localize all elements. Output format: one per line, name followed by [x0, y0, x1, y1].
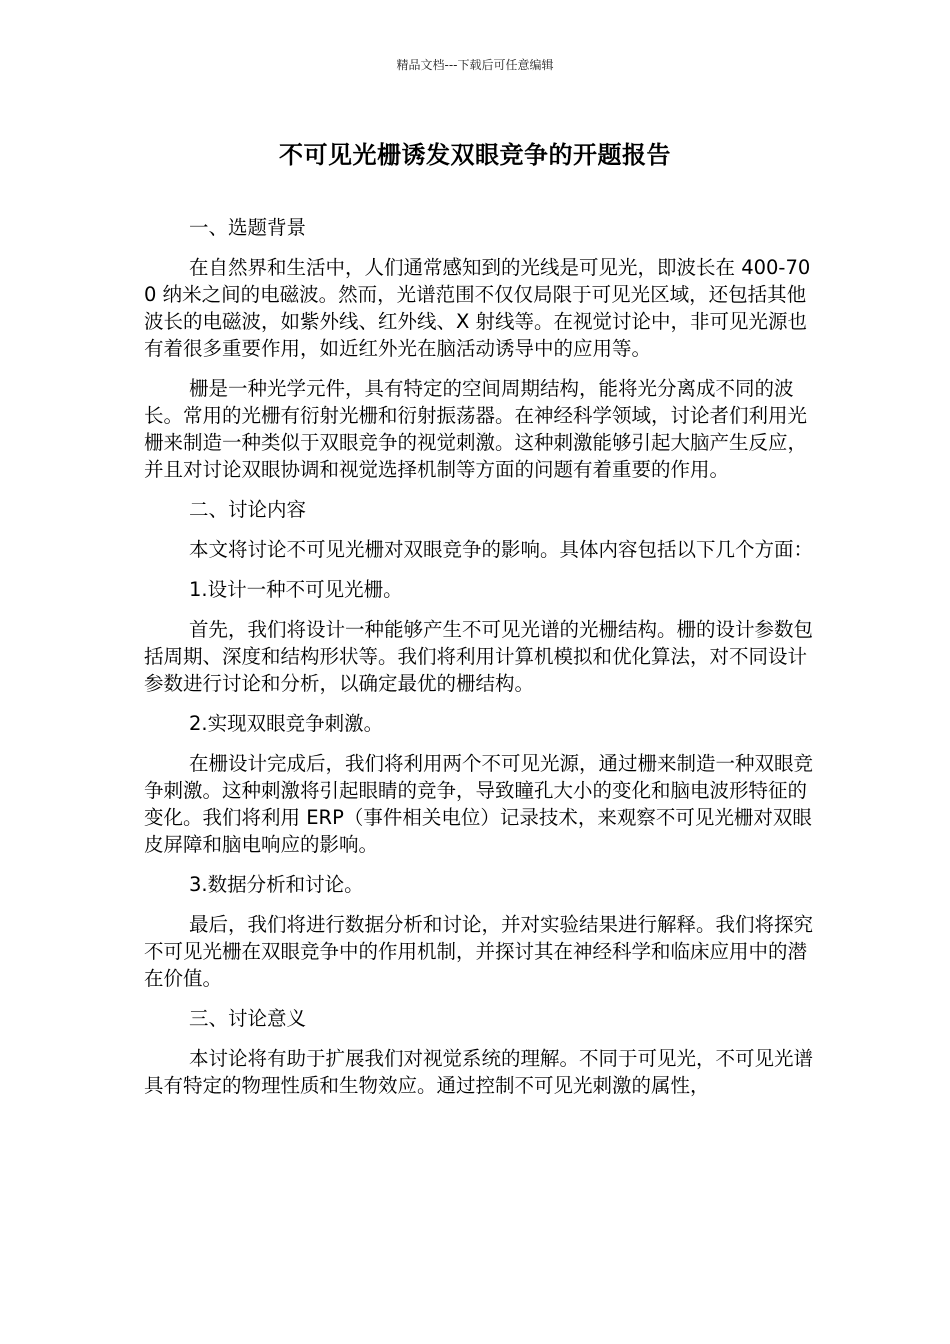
section-heading: 二、讨论内容: [189, 498, 307, 521]
section-heading: 一、选题背景: [189, 216, 307, 239]
body-paragraph: 首先，我们将设计一种能够产生不可见光谱的光栅结构。栅的设计参数包括周期、深度和结构形状等。我们将利用计算机模拟和优化算法，对不同设计参数进行讨论和分析，以确定最优的栅结构。: [144, 618, 814, 695]
subsection-heading: 2.实现双眼竞争刺激。: [189, 712, 384, 735]
body-paragraph: 最后，我们将进行数据分析和讨论，并对实验结果进行解释。我们将探究不可见光栅在双眼竞争中的作用机制，并探讨其在神经科学和临床应用中的潜在价值。: [144, 913, 814, 990]
section-heading: 三、讨论意义: [189, 1007, 307, 1030]
body-paragraph: 本讨论将有助于扩展我们对视觉系统的理解。不同于可见光，不可见光谱具有特定的物理性质和生物效应。通过控制不可见光刺激的属性，: [144, 1047, 814, 1097]
body-paragraph: 在自然界和生活中，人们通常感知到的光线是可见光，即波长在 400-700 纳米之间的电磁波。然而，光谱范围不仅仅局限于可见光区域，还包括其他波长的电磁波，如紫外线、红外线、X 射线等。在视觉讨论中，非可见光源也有着很多重要作用，如近红外光在脑活动诱导中的应用等。: [144, 256, 811, 360]
subsection-heading: 3.数据分析和讨论。: [189, 873, 364, 896]
document-title: 不可见光栅诱发双眼竞争的开题报告: [279, 141, 671, 169]
body-paragraph: 本文将讨论不可见光栅对双眼竞争的影响。具体内容包括以下几个方面：: [189, 538, 814, 561]
document-body: [144, 214, 816, 1112]
page-header: 精品文档---下载后可任意编辑: [396, 58, 554, 72]
subsection-heading: 1.设计一种不可见光栅。: [189, 578, 403, 601]
body-paragraph: 栅是一种光学元件，具有特定的空间周期结构，能将光分离成不同的波长。常用的光栅有衍射光栅和衍射振荡器。在神经科学领域，讨论者们利用光栅来制造一种类似于双眼竞争的视觉刺激。这种刺激能够引起大脑产生反应，并且对讨论双眼协调和视觉选择机制等方面的问题有着重要的作用。: [144, 377, 808, 481]
body-paragraph: 在栅设计完成后，我们将利用两个不可见光源，通过栅来制造一种双眼竞争刺激。这种刺激将引起眼睛的竞争，导致瞳孔大小的变化和脑电波形特征的变化。我们将利用 ERP（事件相关电位）记录技术，来观察不可见光栅对双眼皮屏障和脑电响应的影响。: [144, 752, 814, 856]
